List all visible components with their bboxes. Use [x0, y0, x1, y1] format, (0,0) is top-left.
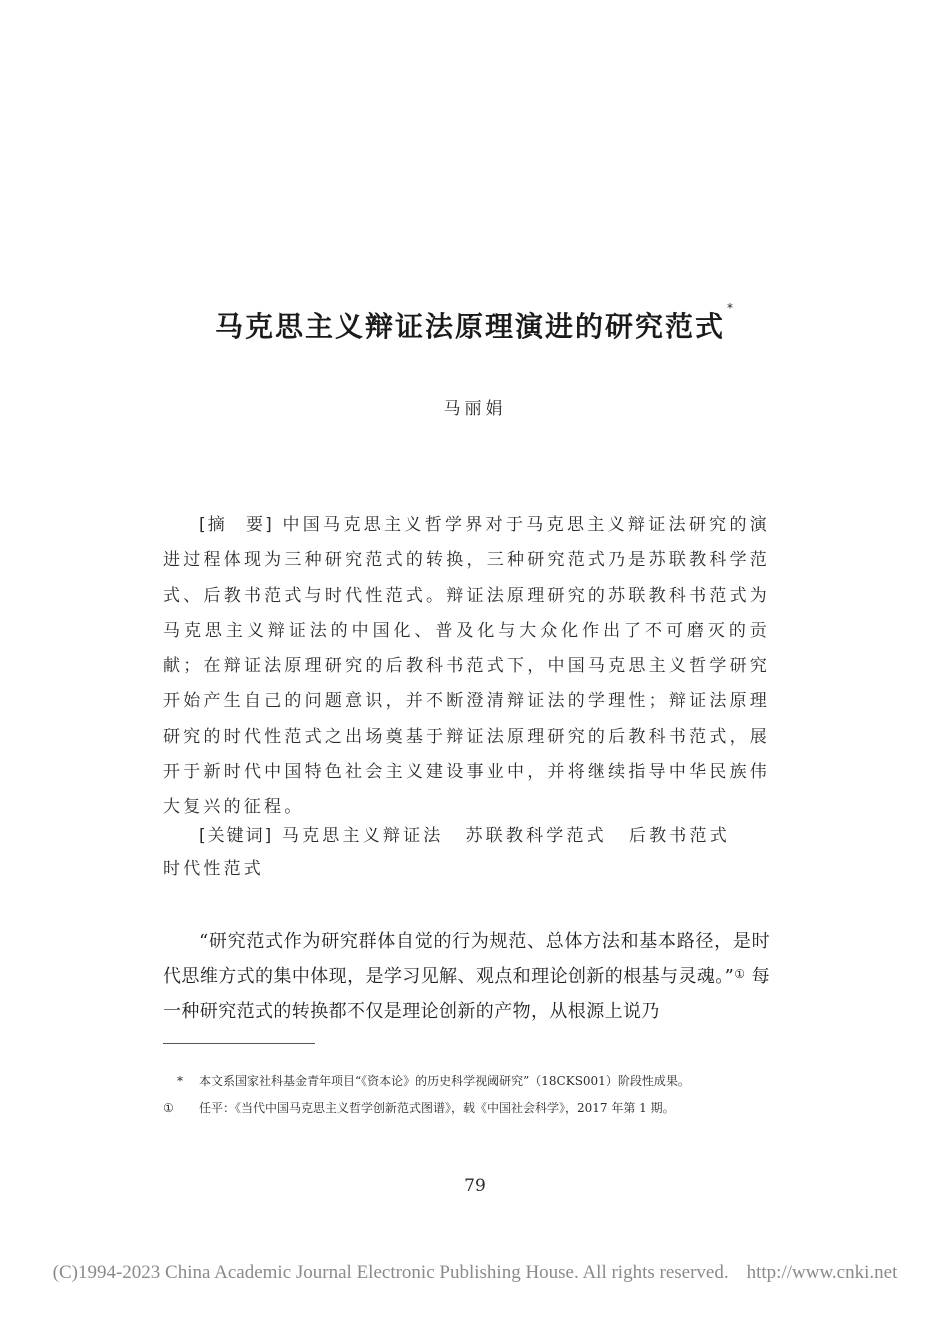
footnote-divider — [163, 1043, 315, 1044]
footnote-item — [163, 1095, 770, 1122]
footnote-text: 本文系国家社科基金青年项目“《资本论》的历史科学视阈研究”（18CKS001）阶段性成果。 — [199, 1074, 690, 1088]
article-title — [0, 301, 950, 345]
copyright-text: (C)1994-2023 China Academic Journal Electronic Publishing House. All rights reserved. — [52, 1262, 729, 1283]
body-footnote-mark[interactable]: ① — [734, 967, 746, 981]
title-footnote-mark[interactable]: * — [727, 301, 735, 315]
copyright-footer — [0, 1262, 950, 1284]
abstract-text: 中国马克思主义哲学界对于马克思主义辩证法研究的演进过程体现为三种研究范式的转换，三种研究范式乃是苏联教科学范式、后教书范式与时代性范式。辩证法原理研究的苏联教科书范式为马克思主义辩证法的中国化、普及化与大众化作出了不可磨灭的贡献；在辩证法原理研究的后教科书范式下，中国马克思主义哲学研究开始产生自己的问题意识，并不断澄清辩证法的学理性；辩证法原理研究的时代性范式之出场奠基于辩证法原理研究的后教科书范式，展开于新时代中国特色社会主义建设事业中，并将继续指导中华民族伟大复兴的征程。 — [163, 515, 771, 818]
page-number: 79 — [464, 1176, 486, 1196]
keywords-paragraph — [163, 820, 770, 886]
body-quote: “研究范式作为研究群体自觉的行为规范、总体方法和基本路径，是时代思维方式的集中体现，是学习见解、观点和理论创新的根基与灵魂。” — [163, 931, 770, 987]
abstract-paragraph — [163, 508, 770, 826]
abstract-label: [摘 要] — [199, 515, 274, 535]
article-title-text: 马克思主义辩证法原理演进的研究范式 — [214, 310, 725, 343]
body-paragraph — [163, 924, 770, 1029]
footnote-mark: ① — [163, 1101, 174, 1115]
footnote-item — [163, 1068, 770, 1095]
keywords-label: [关键词] — [199, 826, 274, 846]
keyword-item: 苏联教科学范式 — [465, 826, 607, 846]
keyword-item: 马克思主义辩证法 — [281, 826, 444, 846]
footnote-mark: * — [177, 1074, 183, 1088]
cnki-url[interactable]: http://www.cnki.net — [746, 1262, 898, 1283]
body-continuation: 每一种研究范式的转换都不仅是理论创新的产物，从根源上说乃 — [163, 966, 770, 1022]
footnotes — [163, 1068, 770, 1122]
keyword-item: 时代性范式 — [163, 859, 264, 879]
footnote-text: 任平：《当代中国马克思主义哲学创新范式图谱》，载《中国社会科学》，2017 年第 1 期。 — [199, 1101, 675, 1115]
article-author: 马丽娟 — [443, 399, 507, 419]
keyword-item: 后教书范式 — [628, 826, 730, 846]
